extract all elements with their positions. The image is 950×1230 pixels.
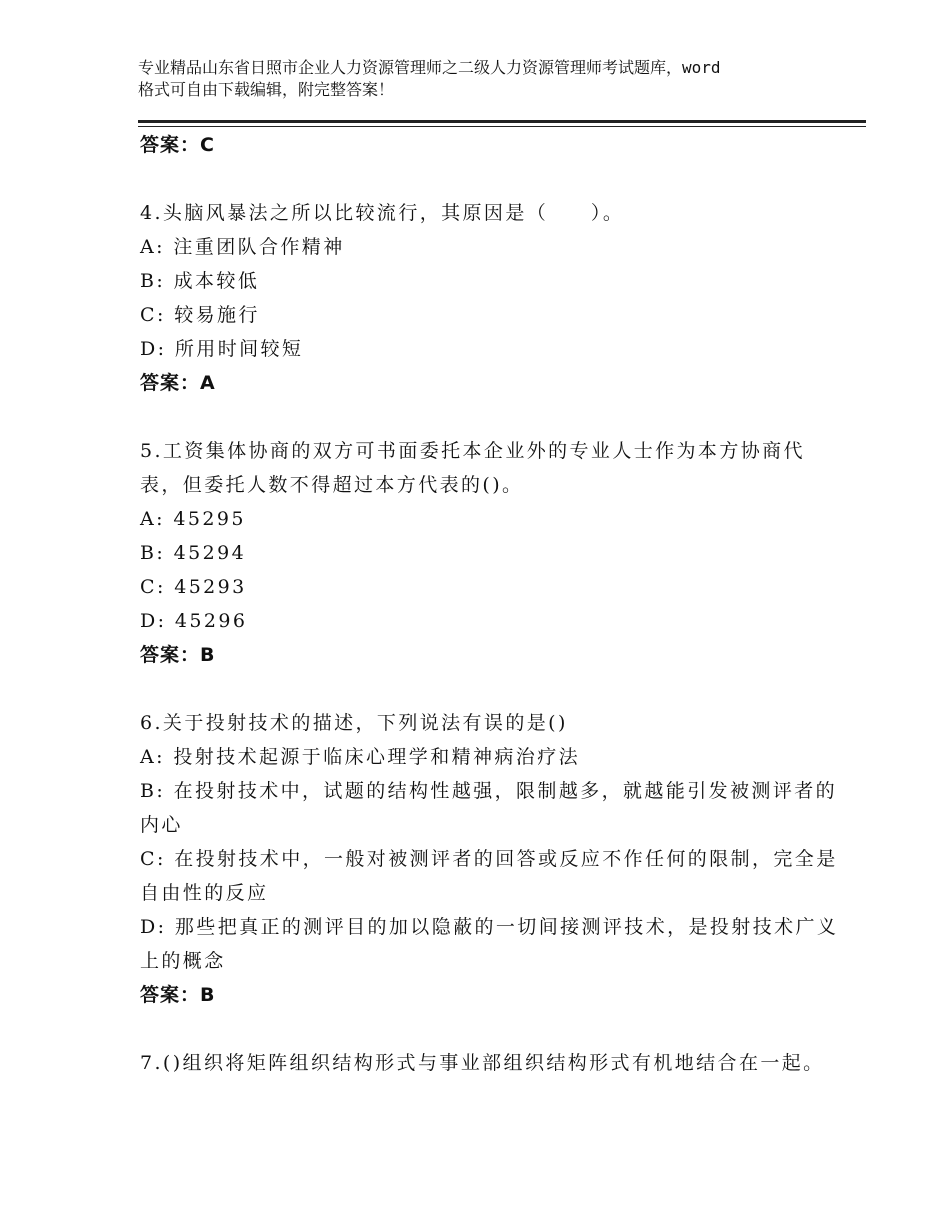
- answer-line: [140, 366, 840, 400]
- option-letter: C:: [140, 848, 166, 870]
- option-letter: B:: [140, 270, 166, 292]
- option-text: 投射技术起源于临床心理学和精神病治疗法: [173, 746, 580, 768]
- option-text: 成本较低: [173, 270, 260, 292]
- document-content: [140, 128, 840, 1080]
- option-text: 注重团队合作精神: [173, 236, 345, 258]
- option-letter: D:: [140, 916, 167, 938]
- option-b: [140, 774, 840, 842]
- answer-label: 答案：: [140, 134, 201, 156]
- answer-value: B: [200, 984, 216, 1006]
- answer-label: 答案：: [140, 984, 201, 1006]
- header-rule-thick: [138, 120, 866, 123]
- option-b: [140, 536, 840, 570]
- option-letter: C:: [140, 304, 166, 326]
- option-b: [140, 264, 840, 298]
- option-letter: A:: [140, 746, 165, 768]
- answer-value: A: [200, 372, 216, 394]
- option-c: [140, 842, 840, 910]
- option-c: [140, 298, 840, 332]
- question-stem: 7.()组织将矩阵组织结构形式与事业部组织结构形式有机地结合在一起。: [140, 1052, 825, 1074]
- option-text: 45296: [174, 610, 248, 632]
- answer-line: [140, 128, 840, 162]
- option-text: 在投射技术中，一般对被测评者的回答或反应不作任何的限制，完全是自由性的反应: [140, 848, 838, 904]
- option-text: 在投射技术中，试题的结构性越强，限制越多，就越能引发被测评者的内心: [140, 780, 838, 836]
- option-a: [140, 230, 840, 264]
- option-a: [140, 740, 840, 774]
- option-letter: D:: [140, 610, 167, 632]
- option-text: 45295: [173, 508, 246, 530]
- question-block: [140, 706, 840, 1012]
- option-letter: C:: [140, 576, 166, 598]
- option-text: 45294: [173, 542, 247, 564]
- option-a: [140, 502, 840, 536]
- option-letter: B:: [140, 542, 166, 564]
- header-rule-thin: [138, 126, 866, 127]
- option-text: 45293: [174, 576, 247, 598]
- header-line-1: 专业精品山东省日照市企业人力资源管理师之二级人力资源管理师考试题库，word: [138, 58, 721, 77]
- answer-line: [140, 978, 840, 1012]
- answer-label: 答案：: [140, 644, 201, 666]
- answer-line: [140, 638, 840, 672]
- page-header: [138, 57, 838, 101]
- option-d: [140, 910, 840, 978]
- question-block: [140, 196, 840, 400]
- option-c: [140, 570, 840, 604]
- option-text: 那些把真正的测评目的加以隐蔽的一切间接测评技术，是投射技术广义上的概念: [140, 916, 839, 972]
- answer-value: C: [200, 134, 215, 156]
- option-letter: D:: [140, 338, 167, 360]
- option-d: [140, 332, 840, 366]
- question-block: [140, 434, 840, 672]
- question-block: [140, 1046, 840, 1080]
- question-stem: 4.头脑风暴法之所以比较流行，其原因是（ ）。: [140, 202, 625, 224]
- option-letter: A:: [140, 508, 165, 530]
- option-text: 较易施行: [174, 304, 260, 326]
- header-line-2: 格式可自由下载编辑，附完整答案！: [138, 80, 395, 99]
- option-text: 所用时间较短: [174, 338, 304, 360]
- question-stem: 5.工资集体协商的双方可书面委托本企业外的专业人士作为本方协商代表，但委托人数不得超过本方代表的()。: [140, 440, 805, 496]
- option-letter: B:: [140, 780, 166, 802]
- question-stem: 6.关于投射技术的描述，下列说法有误的是(): [140, 712, 568, 734]
- answer-label: 答案：: [140, 372, 201, 394]
- answer-value: B: [200, 644, 216, 666]
- option-d: [140, 604, 840, 638]
- option-letter: A:: [140, 236, 165, 258]
